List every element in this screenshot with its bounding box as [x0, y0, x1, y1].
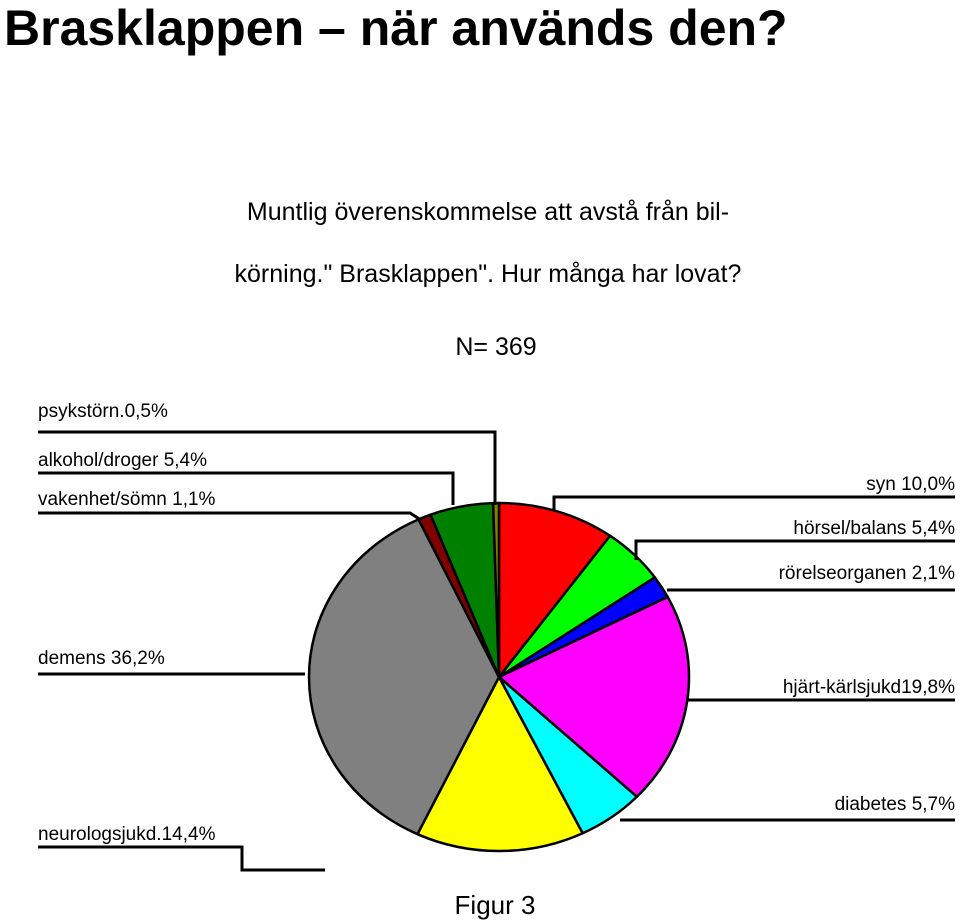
slice-label: hjärt-kärlsjukd19,8%: [782, 677, 955, 698]
slice-label: neurologsjukd.14,4%: [38, 824, 216, 845]
leader-line: [554, 497, 955, 510]
page-title: Brasklappen – när används den?: [4, 0, 788, 56]
slice-label: alkohol/droger 5,4%: [38, 450, 207, 471]
leader-line: [38, 513, 421, 520]
chart-title-line-2: körning." Brasklappen". Hur många har lovat?: [234, 260, 742, 288]
figure-caption: Figur 3: [454, 890, 536, 920]
chart-subtitle: N= 369: [455, 333, 537, 361]
slice-label: psykstörn.0,5%: [38, 401, 168, 422]
slice-label: demens 36,2%: [38, 648, 165, 669]
chart-title-line-1: Muntlig överenskommelse att avstå från bil-: [246, 198, 730, 226]
slice-label: diabetes 5,7%: [834, 794, 955, 815]
slice-label: rörelseorganen 2,1%: [778, 563, 955, 584]
slice-label: vakenhet/sömn 1,1%: [38, 489, 216, 510]
slice-label: syn 10,0%: [866, 474, 955, 495]
leader-line: [636, 541, 955, 560]
slice-label: hörsel/balans 5,4%: [793, 518, 955, 539]
leader-line: [38, 847, 325, 870]
pie-slices: [309, 503, 689, 851]
